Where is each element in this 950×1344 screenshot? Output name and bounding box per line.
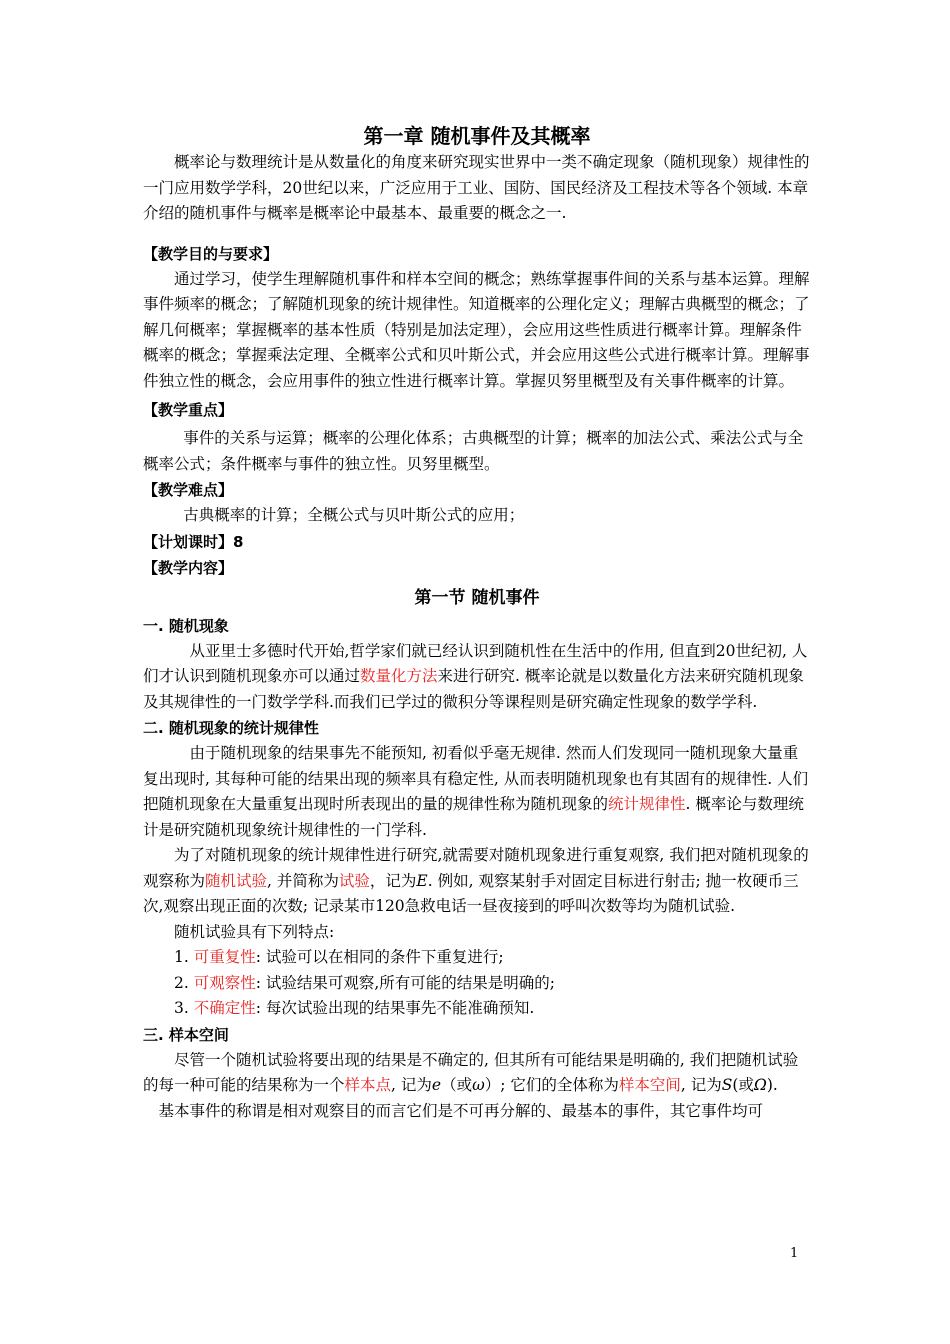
chapter-title: 第一章 随机事件及其概率 xyxy=(363,124,591,148)
feature-item: 1. 可重复性: 试验可以在相同的条件下重复进行; xyxy=(174,948,504,966)
focus-paragraph: 事件的关系与运算；概率的公理化体系；古典概型的计算；概率的加法公式、乘法公式与全概率公式；条件概率与事件的独立性。贝努里概型。 xyxy=(143,429,804,473)
highlight-term: 可观察性 xyxy=(193,973,256,992)
feature-item: 2. 可观察性: 试验结果可观察,所有可能的结果是明确的; xyxy=(174,973,556,992)
math-symbol: e xyxy=(431,1076,442,1094)
difficulty-heading: 【教学难点】 xyxy=(143,481,234,499)
highlight-term: 数量化方法 xyxy=(360,667,438,685)
math-symbol: Ω xyxy=(753,1076,767,1094)
highlight-term: 随机试验 xyxy=(205,871,268,890)
highlight-term: 试验 xyxy=(338,871,370,890)
statistical-regularity-paragraph: 由于随机现象的结果事先不能预知, 初看似乎毫无规律. 然而人们发现同一随机现象大量重复出现时, 其每种可能的结果出现的频率具有稳定性, 从而表明随机现象也有其固有的规律性. 人们把随机现象在大量重复出现时所表现出的量的规律性称为随机现象的统计规律性. 概率论与数理统计是研究随机现象统计规律性的一门学科. xyxy=(143,744,809,839)
highlight-term: 样本点 xyxy=(344,1076,392,1094)
highlight-term: 可重复性 xyxy=(193,948,256,966)
highlight-term: 统计规律性 xyxy=(608,795,686,813)
subsection-heading-3: 三. 样本空间 xyxy=(143,1025,229,1044)
subsection-heading-2: 二. 随机现象的统计规律性 xyxy=(143,719,319,737)
hours-line: 【计划课时】8 xyxy=(143,532,244,551)
features-intro: 随机试验具有下列特点: xyxy=(174,922,335,941)
intro-paragraph: 概率论与数理统计是从数量化的角度来研究现实世界中一类不确定现象（随机现象）规律性的一门应用数学学科，20世纪以来，广泛应用于工业、国防、国民经济及工程技术等各个领域. 本章介绍的随机事件与概率是概率论中最基本、最重要的概念之一. xyxy=(143,153,810,222)
focus-heading: 【教学重点】 xyxy=(143,401,234,419)
goals-paragraph: 通过学习，使学生理解随机事件和样本空间的概念；熟练掌握事件间的关系与基本运算。理解事件频率的概念；了解随机现象的统计规律性。知道概率的公理化定义；理解古典概型的概念；了解几何概率；掌握概率的基本性质（特别是加法定理），会应用这些性质进行概率计算。理解条件概率的概念；掌握乘法定理、全概率公式和贝叶斯公式，并会应用这些公式进行概率计算。理解事件独立性的概念，会应用事件的独立性进行概率计算。掌握贝努里概型及有关事件概率的计算。 xyxy=(143,269,810,390)
sample-space-paragraph: 尽管一个随机试验将要出现的结果是不确定的, 但其所有可能结果是明确的, 我们把随机试验的每一种可能的结果称为一个样本点, 记为e（或ω）; 它们的全体称为样本空间, 记为S(或Ω). xyxy=(143,1050,799,1094)
highlight-term: 样本空间 xyxy=(618,1076,681,1094)
document-page xyxy=(143,122,811,1124)
subsection-heading-1: 一. 随机现象 xyxy=(143,616,229,635)
random-experiment-paragraph: 为了对随机现象的统计规律性进行研究,就需要对随机现象进行重复观察, 我们把对随机现象的观察称为随机试验, 并简称为试验，记为E. 例如, 观察某射手对固定目标进行射击; 抛一枚硬币三次,观察出现正面的次数; 记录某市120急救电话一昼夜接到的呼叫次数等均为随机试验. xyxy=(143,846,809,915)
spacer xyxy=(143,227,811,241)
basic-event-paragraph: 基本事件的称谓是相对观察目的而言它们是不可再分解的、最基本的事件，其它事件均可 xyxy=(158,1101,764,1120)
content-heading: 【教学内容】 xyxy=(143,558,234,577)
section-title: 第一节 随机事件 xyxy=(414,587,540,608)
math-symbol: S xyxy=(721,1076,733,1094)
math-symbol: ω xyxy=(472,1076,485,1094)
math-symbol: E xyxy=(416,871,428,890)
difficulty-paragraph: 古典概率的计算；全概公式与贝叶斯公式的应用； xyxy=(183,506,525,524)
highlight-term: 不确定性 xyxy=(193,999,256,1017)
goals-heading: 【教学目的与要求】 xyxy=(143,244,279,263)
feature-item: 3. 不确定性: 每次试验出现的结果事先不能准确预知. xyxy=(174,999,535,1017)
page-number: 1 xyxy=(790,1246,799,1261)
random-phenomena-paragraph: 从亚里士多德时代开始,哲学家们就已经认识到随机性在生活中的作用, 但直到20世纪初, 人们才认识到随机现象亦可以通过数量化方法来进行研究. 概率论就是以数量化方法来研究随机现象及其规律性的一门数学学科.而我们已学过的微积分等课程则是研究确定性现象的数学学科. xyxy=(143,641,808,711)
